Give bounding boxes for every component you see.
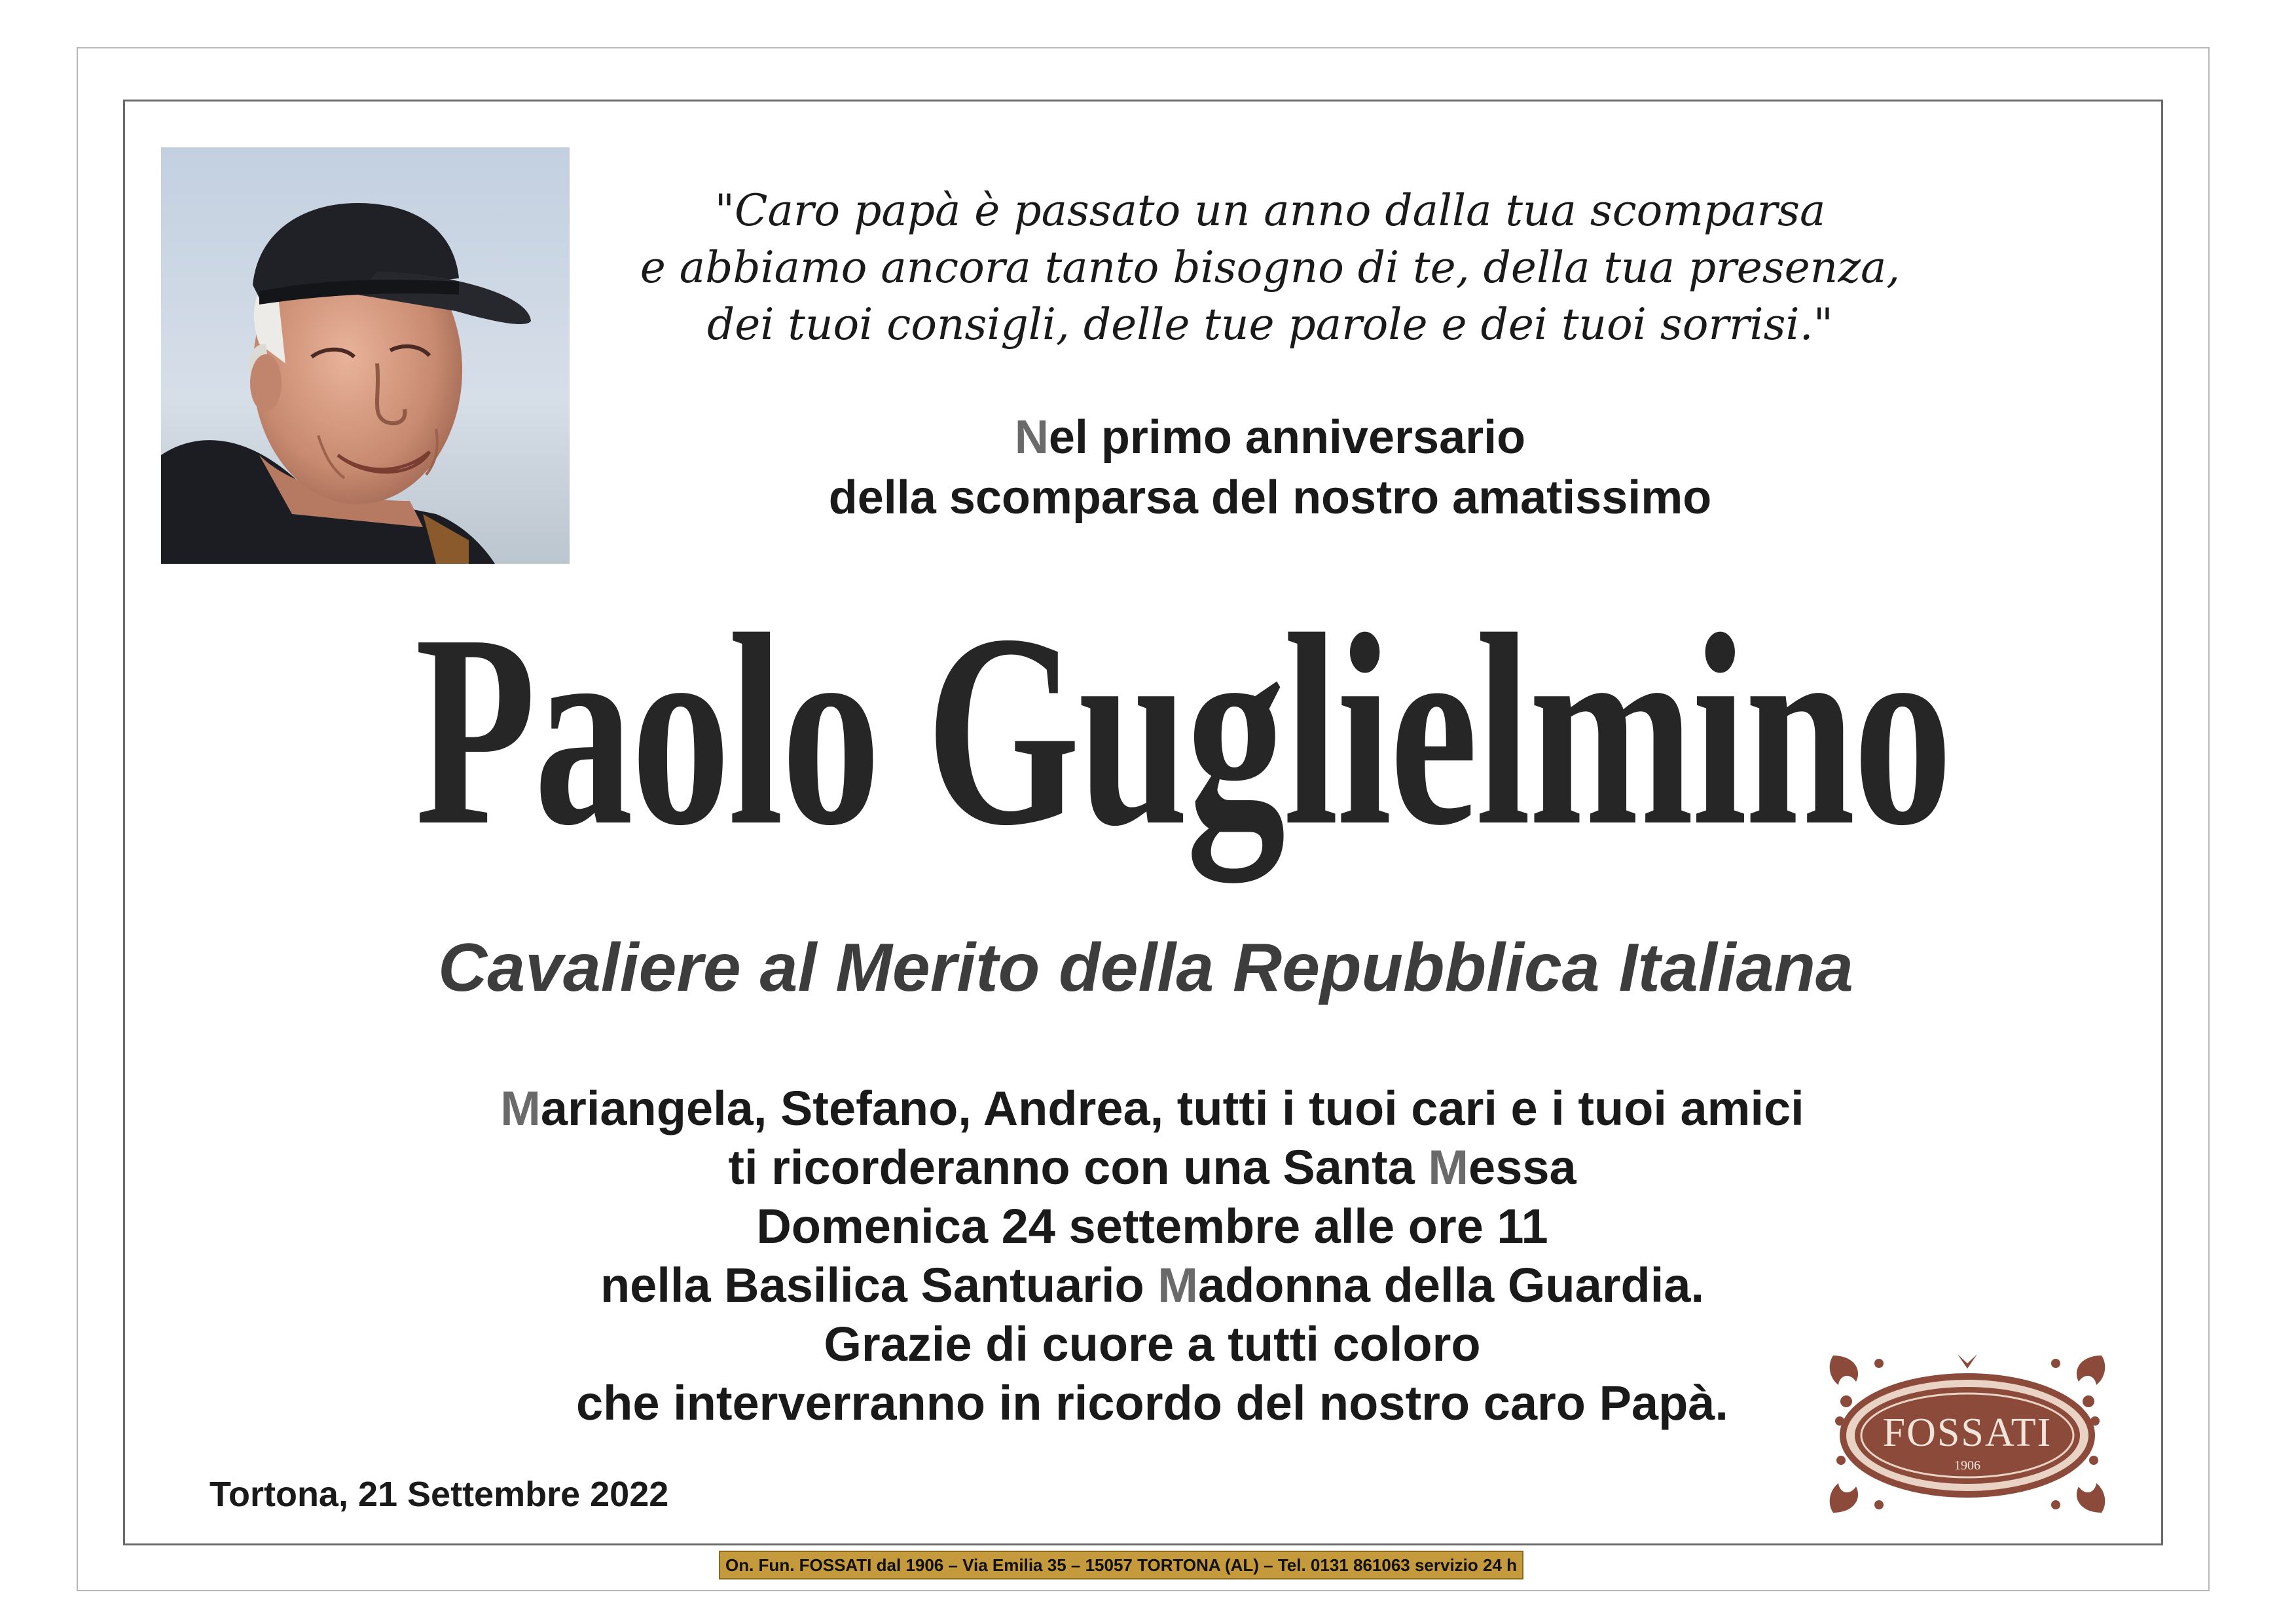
quote-line: e abbiamo ancora tanto bisogno di te, della tua presenza, <box>640 242 1901 293</box>
anniversary-heading <box>589 407 1951 528</box>
place-date: Tortona, 21 Settembre 2022 <box>210 1475 669 1514</box>
message-text: ti ricorderanno con una Santa <box>728 1140 1429 1194</box>
logo-brand: FOSSATI <box>1882 1411 2052 1455</box>
quote-line: "Caro papà è passato un anno dalla tua scomparsa <box>714 185 1826 236</box>
drop-initial: M <box>500 1081 541 1135</box>
message-line <box>393 1138 1912 1197</box>
honorific-title: Cavaliere al Merito della Repubblica Italiana <box>438 930 1853 1006</box>
drop-initial: M <box>1428 1140 1469 1194</box>
quote-block <box>629 182 1912 353</box>
memorial-message <box>393 1079 1912 1433</box>
fossati-logo <box>1827 1349 2108 1519</box>
logo-year: 1906 <box>1954 1458 1980 1473</box>
message-text: essa <box>1468 1140 1576 1194</box>
message-text: ariangela, Stefano, Andrea, tutti i tuoi cari e i tuoi amici <box>540 1081 1804 1135</box>
drop-initial: N <box>1014 411 1049 464</box>
message-line <box>393 1256 1912 1315</box>
quote-line: dei tuoi consigli, delle tue parole e dei tuoi sorrisi." <box>707 299 1833 350</box>
message-line <box>393 1079 1912 1138</box>
anniversary-line-1 <box>589 407 1951 468</box>
portrait-photo <box>161 147 570 564</box>
message-line: che interverranno in ricordo del nostro caro Papà. <box>576 1376 1728 1430</box>
message-line: Grazie di cuore a tutti coloro <box>824 1317 1481 1371</box>
message-text: adonna della Guardia. <box>1197 1258 1705 1312</box>
deceased-name: Paolo Guglielmino <box>415 578 1951 882</box>
message-line: Domenica 24 settembre alle ore 11 <box>756 1199 1548 1253</box>
anniversary-line-2: della scomparsa del nostro amatissimo <box>828 471 1712 524</box>
message-text: nella Basilica Santuario <box>600 1258 1158 1312</box>
agency-info-bar: On. Fun. FOSSATI dal 1906 – Via Emilia 35 – 15057 TORTONA (AL) – Tel. 0131 861063 servizio 24 h <box>719 1551 1523 1579</box>
anniversary-text: el primo anniversario <box>1048 411 1526 464</box>
drop-initial: M <box>1157 1258 1198 1312</box>
